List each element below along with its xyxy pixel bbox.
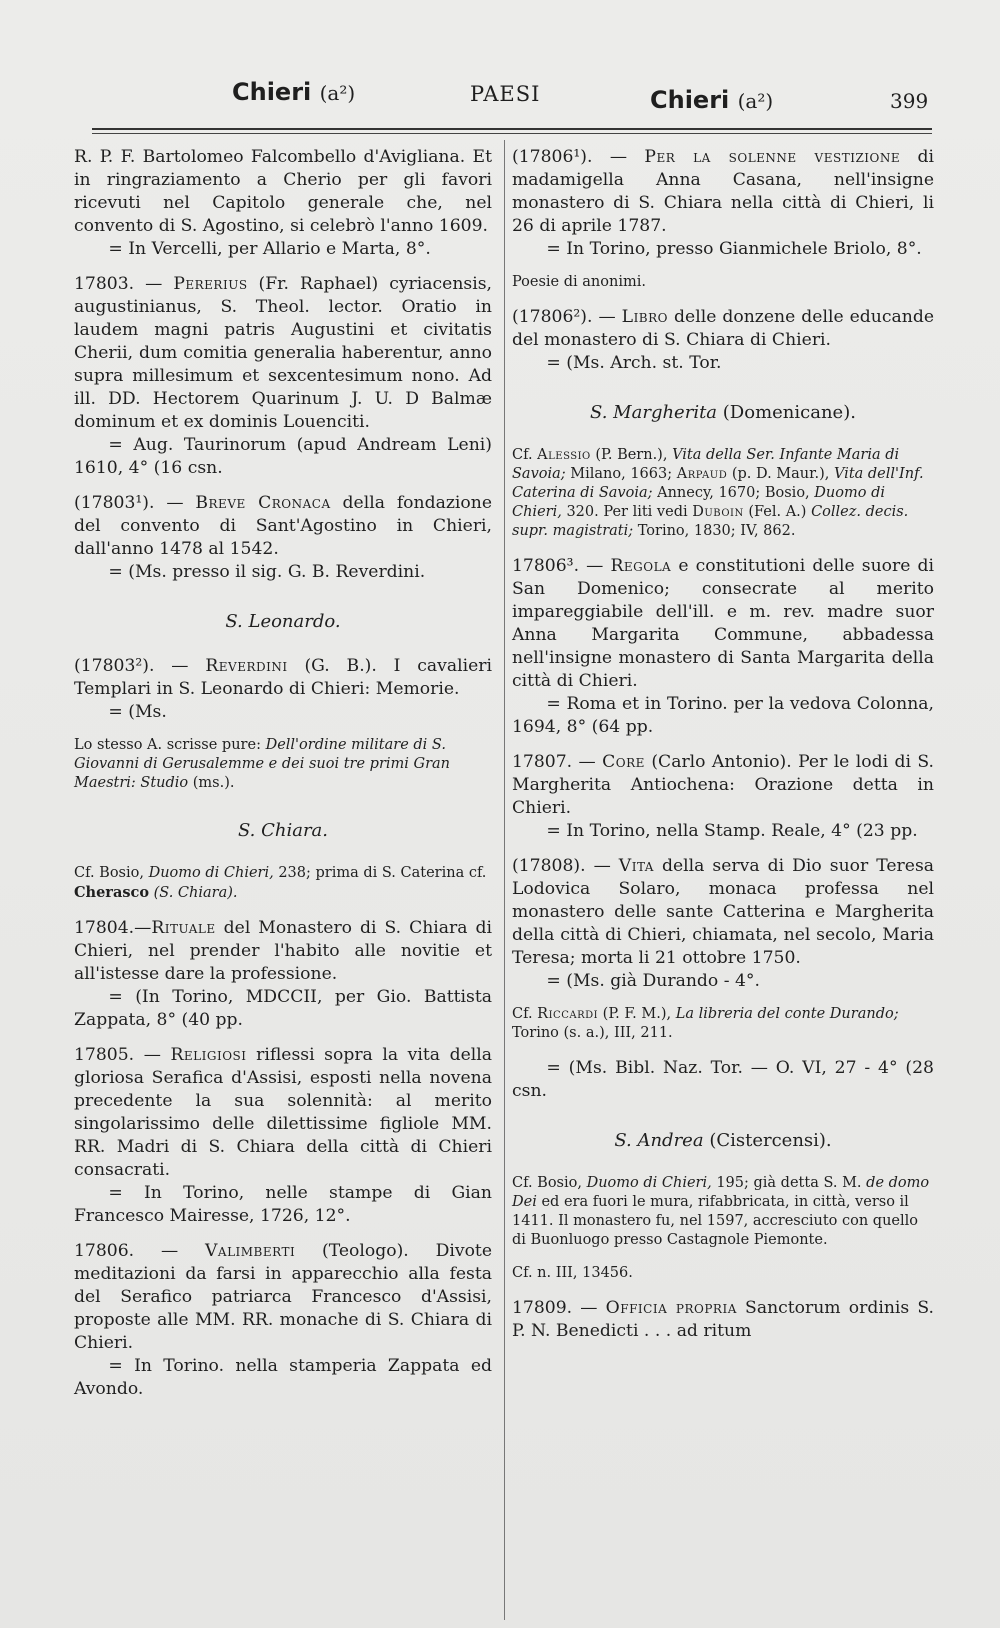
entry-17803-1: (17803¹). — Breve Cronaca della fondazione del convento di Sant'Agostino in Chieri, dall'anno 1478 al 1542. = (Ms. presso il sig. G. B. Reverdini. xyxy=(74,493,492,582)
column-divider xyxy=(504,140,505,1620)
entry-17806-2: (17806²). — Libro delle donzene delle educande del monastero di S. Chiara di Chieri. = (Ms. Arch. st. Tor. xyxy=(512,307,934,373)
entry-17808-ms: = (Ms. Bibl. Naz. Tor. — O. VI, 27 - 4° (28 csn. xyxy=(512,1058,934,1101)
entry-17807: 17807. — Core (Carlo Antonio). Per le lodi di S. Margherita Antiochena: Orazione detta in Chieri. = In Torino, nella Stamp. Reale, 4° (23 pp. xyxy=(512,752,935,841)
entry-17806-1: (17806¹). — Per la solenne vestizione di madamigella Anna Casana, nell'insigne monastero di S. Chiara nella città di Chieri, li 26 di aprile 1787. = In Torino, presso Gianmichele Briolo, 8°. xyxy=(512,147,934,259)
entry-17803-2: (17803²). — Reverdini (G. B.). I cavalieri Templari in S. Leonardo di Chieri: Memorie. = (Ms. xyxy=(74,656,492,722)
right-column xyxy=(512,146,934,1355)
note-riccardi: Cf. Riccardi (P. F. M.), La libreria del conte Durando; Torino (s. a.), III, 211. xyxy=(512,1006,899,1041)
section-heading-chiara: S. Chiara. xyxy=(237,820,329,841)
note-leonardo: Lo stesso A. scrisse pure: Dell'ordine militare di S. Giovanni di Gerusalemme e dei suoi tre primi Gran Maestri: Studio (ms.). xyxy=(74,737,451,791)
left-column xyxy=(74,146,492,1413)
note-cf-13456: Cf. n. III, 13456. xyxy=(512,1265,633,1281)
page-number: 399 xyxy=(890,89,929,113)
entry-intro: R. P. F. Bartolomeo Falcombello d'Avigliana. Et in ringraziamento a Cherio per gli favori ricevuti nel Capitolo generale che, nel convento di S. Agostino, si celebrò l'anno 1609. = In Vercelli, per Allario e Marta, 8°. xyxy=(74,147,492,259)
note-anonimi: Poesie di anonimi. xyxy=(512,274,646,290)
entry-17806-3: 17806³. — Regola e constitutioni delle suore di San Domenico; consecrate al merito impareggiabile dell'ill. e m. rev. madre suor Anna Margarita Commune, abbadessa nell'insigne monastero di Santa Margarita della città di Chieri. = Roma et in Torino. per la vedova Colonna, 1694, 8° (64 pp. xyxy=(512,556,935,737)
entry-17803: 17803. — Pererius (Fr. Raphael) cyriacensis, augustinianus, S. Theol. lector. Oratio in laudem magni patris Augustini et civitatis Cherii, dum comitia generalia haberentur, anno supra millesimum et sexcentesimum nono. Ad ill. DD. Hectorem Quarinum J. U. D Balmæ dominum et ex dominis Louenciti. = Aug. Taurinorum (apud Andream Leni) 1610, 4° (16 csn. xyxy=(74,274,492,478)
header-center-title: PAESI xyxy=(470,82,541,106)
entry-17808: (17808). — Vita della serva di Dio suor Teresa Lodovica Solaro, monaca professa nel monastero delle sante Catterina e Margherita della città di Chieri, chiamata, nel secolo, Maria Teresa; morta li 21 ottobre 1750. = (Ms. già Durando - 4°. xyxy=(512,856,935,991)
note-andrea: Cf. Bosio, Duomo di Chieri, 195; già detta S. M. de domo Dei ed era fuori le mura, rifabbricata, in città, verso il 1411. Il monastero fu, nel 1597, accresciuto con quello di Buonluogo presso Castagnole Piemonte. xyxy=(512,1175,930,1248)
entry-17806: 17806. — Valimberti (Teologo). Divote meditazioni da farsi in apparecchio alla festa del Serafico patriarca Francesco d'Assisi, proposte alle MM. RR. monache di S. Chiara di Chieri. = In Torino. nella stamperia Zappata ed Avondo. xyxy=(74,1241,492,1399)
section-heading-margherita: S. Margherita (Domenicane). xyxy=(590,402,856,423)
header-rule xyxy=(92,128,932,130)
entry-17805: 17805. — Religiosi riflessi sopra la vita della gloriosa Serafica d'Assisi, esposti nella novena precedente la sua solennità: al merito singolarissimo delle dilettissime figliole MM. RR. Madri di S. Chiara della città di Chieri consacrati. = In Torino, nelle stampe di Gian Francesco Mairesse, 1726, 12°. xyxy=(74,1045,493,1226)
note-margherita: Cf. Alessio (P. Bern.), Vita della Ser. Infante Maria di Savoia; Milano, 1663; Arpaud (p. D. Maur.), Vita dell'Inf. Caterina di Savoia; Annecy, 1670; Bosio, Duomo di Chieri, 320. Per liti vedi Duboin (Fel. A.) Collez. decis. supr. magistrati; Torino, 1830; IV, 862. xyxy=(512,447,924,539)
header-left-title: Chieri (a²) xyxy=(232,78,356,106)
entry-17809: 17809. — Officia propria Sanctorum ordinis S. P. N. Benedicti . . . ad ritum xyxy=(512,1298,935,1341)
section-heading-leonardo: S. Leonardo. xyxy=(225,611,341,632)
header-rule-thin xyxy=(92,133,932,134)
entry-17804: 17804.—Rituale del Monastero di S. Chiara di Chieri, nel prender l'habito alle novitie et all'istesse dare la professione. = (In Torino, MDCCII, per Gio. Battista Zappata, 8° (40 pp. xyxy=(74,918,492,1030)
section-heading-andrea: S. Andrea (Cistercensi). xyxy=(614,1130,832,1151)
header-right-title: Chieri (a²) xyxy=(650,86,774,114)
running-header xyxy=(0,72,1000,122)
note-chiara: Cf. Bosio, Duomo di Chieri, 238; prima di S. Caterina cf. Cherasco (S. Chiara). xyxy=(74,865,487,901)
